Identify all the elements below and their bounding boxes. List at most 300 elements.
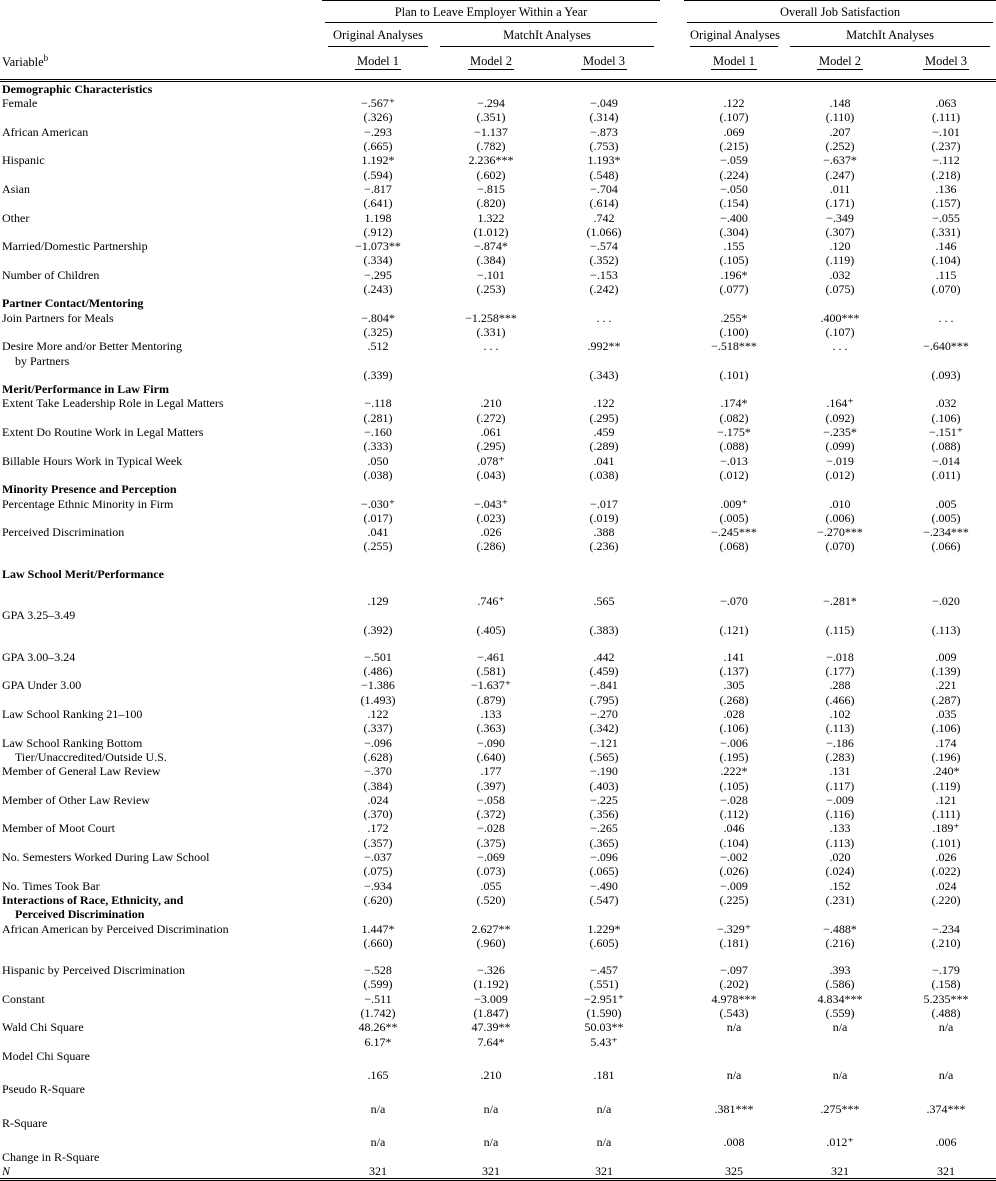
value-cell: 325 bbox=[725, 1163, 744, 1178]
value-cell: .400*** bbox=[820, 310, 860, 325]
value-cell: .172 bbox=[367, 821, 389, 836]
table-row bbox=[0, 1135, 996, 1149]
value-cell: (.215) bbox=[719, 139, 749, 154]
group-gap bbox=[660, 211, 684, 225]
value-cell: (.157) bbox=[931, 196, 961, 211]
value-cell bbox=[434, 296, 548, 310]
value-cell: −.043⁺ bbox=[473, 496, 509, 511]
value-cell: −.567⁺ bbox=[360, 96, 396, 111]
value-cell bbox=[434, 382, 548, 396]
value-cell: .009⁺ bbox=[720, 496, 748, 511]
value-cell: (.181) bbox=[719, 935, 749, 950]
value-cell: .288 bbox=[829, 678, 851, 693]
section-row bbox=[0, 907, 996, 921]
value-cell: .207 bbox=[829, 124, 851, 139]
value-cell: (.116) bbox=[825, 807, 855, 822]
value-cell: .010 bbox=[829, 496, 851, 511]
value-cell: −.037 bbox=[364, 850, 392, 865]
value-cell: (.405) bbox=[476, 622, 506, 637]
value-cell bbox=[684, 1035, 784, 1049]
value-cell: n/a bbox=[370, 1135, 386, 1150]
value-cell: −.637* bbox=[823, 153, 857, 168]
value-cell: .177 bbox=[480, 764, 502, 779]
value-cell: (.105) bbox=[719, 778, 749, 793]
group-gap bbox=[660, 821, 684, 835]
table-row bbox=[0, 1116, 996, 1130]
row-label: No. Semesters Worked During Law School bbox=[2, 850, 210, 865]
value-cell: −.059 bbox=[720, 153, 748, 168]
row-label: African American by Perceived Discrimination bbox=[2, 921, 229, 936]
value-cell: (.106) bbox=[931, 410, 961, 425]
value-cell: .148 bbox=[829, 96, 851, 111]
group-gap bbox=[660, 1, 684, 24]
value-cell: (.077) bbox=[719, 282, 749, 297]
group-gap bbox=[660, 468, 684, 482]
group-gap bbox=[660, 623, 684, 637]
value-cell: −.704 bbox=[590, 181, 618, 196]
value-cell: (.314) bbox=[589, 110, 619, 125]
value-cell: (.383) bbox=[589, 622, 619, 637]
group-gap bbox=[660, 368, 684, 382]
value-cell: .026 bbox=[935, 850, 957, 865]
group-gap bbox=[660, 807, 684, 821]
value-cell: 1.192* bbox=[361, 153, 395, 168]
value-cell: −.013 bbox=[720, 453, 748, 468]
value-cell: (.068) bbox=[719, 539, 749, 554]
value-cell bbox=[434, 1150, 548, 1164]
group-gap bbox=[660, 325, 684, 339]
row-label bbox=[0, 511, 322, 525]
value-cell: −.461 bbox=[477, 649, 505, 664]
table-row bbox=[0, 879, 996, 893]
value-cell: .459 bbox=[593, 425, 615, 440]
value-cell: .122 bbox=[367, 707, 389, 722]
value-cell bbox=[434, 907, 548, 921]
group-gap bbox=[660, 1035, 684, 1049]
value-cell bbox=[548, 1150, 660, 1164]
value-cell: (.073) bbox=[476, 864, 506, 879]
table-row bbox=[0, 539, 996, 553]
value-cell: (.375) bbox=[476, 835, 506, 850]
value-cell: . . . bbox=[832, 339, 848, 354]
value-cell: (.295) bbox=[589, 410, 619, 425]
table-row bbox=[0, 1035, 996, 1049]
value-cell: (.171) bbox=[825, 196, 855, 211]
table-row bbox=[0, 922, 996, 936]
value-cell: (.225) bbox=[719, 892, 749, 907]
value-cell: −.804* bbox=[361, 310, 395, 325]
value-cell: −.028 bbox=[720, 792, 748, 807]
row-label: Model Chi Square bbox=[2, 1048, 90, 1063]
group-gap bbox=[660, 1082, 684, 1096]
value-cell bbox=[322, 354, 434, 368]
value-cell: −.096 bbox=[364, 735, 392, 750]
value-cell bbox=[548, 382, 660, 396]
value-cell: .121 bbox=[935, 792, 957, 807]
table-row bbox=[0, 1150, 996, 1164]
value-cell: (.121) bbox=[719, 622, 749, 637]
group-gap bbox=[660, 721, 684, 735]
column-group-job-satisfaction bbox=[684, 1, 996, 24]
value-cell: .174 bbox=[935, 735, 957, 750]
value-cell bbox=[322, 567, 434, 581]
value-cell: −.281* bbox=[823, 593, 857, 608]
value-cell: (.912) bbox=[363, 224, 393, 239]
table-row bbox=[0, 196, 996, 210]
value-cell: −.235* bbox=[823, 425, 857, 440]
value-cell bbox=[784, 368, 896, 382]
value-cell: −.511 bbox=[364, 991, 392, 1006]
value-cell: 321 bbox=[595, 1163, 614, 1178]
group-gap bbox=[660, 567, 684, 581]
spacer-row bbox=[0, 581, 996, 594]
group-gap bbox=[660, 678, 684, 692]
group-gap bbox=[660, 454, 684, 468]
value-cell: n/a bbox=[726, 1020, 742, 1035]
table-row bbox=[0, 110, 996, 124]
value-cell: −.234*** bbox=[923, 525, 969, 540]
value-cell: 321 bbox=[937, 1163, 956, 1178]
model-1-right-header: Model 1 bbox=[711, 54, 757, 70]
value-cell: −.153 bbox=[590, 267, 618, 282]
value-cell: (.006) bbox=[825, 510, 855, 525]
section-label: Perceived Discrimination bbox=[15, 907, 145, 922]
value-cell: .992** bbox=[587, 339, 621, 354]
value-cell: 1.229* bbox=[587, 921, 621, 936]
value-cell bbox=[548, 296, 660, 310]
section-row bbox=[0, 80, 996, 96]
value-cell: (.119) bbox=[825, 253, 855, 268]
value-cell bbox=[784, 296, 896, 310]
value-cell: (1.847) bbox=[473, 1006, 509, 1020]
value-cell: (.117) bbox=[825, 778, 855, 793]
value-cell: (.594) bbox=[363, 167, 393, 182]
group-gap bbox=[660, 311, 684, 325]
value-cell: −3.009 bbox=[474, 991, 508, 1006]
variable-label: Variable bbox=[2, 55, 44, 70]
row-label bbox=[0, 325, 322, 339]
value-cell: .046 bbox=[723, 821, 745, 836]
variable-column-header bbox=[0, 47, 322, 81]
value-cell: (.088) bbox=[719, 439, 749, 454]
row-label: GPA Under 3.00 bbox=[2, 678, 82, 693]
group-gap bbox=[660, 1006, 684, 1020]
row-label bbox=[0, 196, 322, 210]
value-cell: −.179 bbox=[932, 963, 960, 978]
group-gap bbox=[660, 977, 684, 991]
section-label: Partner Contact/Mentoring bbox=[2, 296, 144, 311]
subgroup-title: MatchIt Analyses bbox=[790, 23, 990, 46]
group-title-left: Plan to Leave Employer Within a Year bbox=[325, 1, 657, 23]
value-cell: (.100) bbox=[719, 324, 749, 339]
value-cell: −.640*** bbox=[923, 339, 969, 354]
value-cell: .006 bbox=[935, 1135, 957, 1150]
value-cell: .512 bbox=[367, 339, 389, 354]
subgroup-title: Original Analyses bbox=[328, 23, 428, 46]
value-cell: 1.198 bbox=[364, 210, 392, 225]
value-cell: (.365) bbox=[589, 835, 619, 850]
subgroup-original-left bbox=[322, 23, 434, 46]
group-gap bbox=[660, 963, 684, 977]
value-cell bbox=[784, 482, 896, 496]
value-cell bbox=[896, 567, 996, 581]
value-cell: (.605) bbox=[589, 935, 619, 950]
value-cell bbox=[322, 1082, 434, 1096]
value-cell: .120 bbox=[829, 239, 851, 254]
group-gap bbox=[660, 750, 684, 764]
value-cell: (.218) bbox=[931, 167, 961, 182]
value-cell bbox=[896, 296, 996, 310]
group-gap bbox=[660, 1135, 684, 1149]
value-cell: .061 bbox=[480, 425, 502, 440]
group-gap bbox=[660, 1020, 684, 1034]
value-cell: .222* bbox=[720, 764, 748, 779]
value-cell: 5.43⁺ bbox=[590, 1034, 618, 1049]
value-cell: .210 bbox=[480, 396, 502, 411]
value-cell: (.024) bbox=[825, 864, 855, 879]
value-cell: .026 bbox=[480, 525, 502, 540]
value-cell: (.342) bbox=[589, 721, 619, 736]
model-2-left-header: Model 2 bbox=[468, 54, 514, 70]
value-cell: (.363) bbox=[476, 721, 506, 736]
table-row bbox=[0, 693, 996, 707]
model-3-right-header: Model 3 bbox=[923, 54, 969, 70]
value-cell: −.009 bbox=[826, 792, 854, 807]
value-cell: (.281) bbox=[363, 410, 393, 425]
value-cell: −.019 bbox=[826, 453, 854, 468]
value-cell: (.339) bbox=[363, 367, 393, 382]
table-row bbox=[0, 225, 996, 239]
section-label: Interactions of Race, Ethnicity, and bbox=[2, 892, 184, 907]
value-cell bbox=[684, 1116, 784, 1130]
table-row bbox=[0, 282, 996, 296]
value-cell: .174* bbox=[720, 396, 748, 411]
value-cell: (.043) bbox=[476, 467, 506, 482]
value-cell bbox=[784, 1049, 896, 1063]
value-cell: −.101 bbox=[932, 124, 960, 139]
value-cell: (.337) bbox=[363, 721, 393, 736]
value-cell: (.403) bbox=[589, 778, 619, 793]
value-cell: −.017 bbox=[590, 496, 618, 511]
value-cell bbox=[684, 1150, 784, 1164]
value-cell: .136 bbox=[935, 181, 957, 196]
value-cell: (.331) bbox=[931, 224, 961, 239]
value-cell bbox=[896, 907, 996, 921]
table-row bbox=[0, 139, 996, 153]
row-label: Asian bbox=[2, 181, 30, 196]
group-gap bbox=[660, 296, 684, 310]
value-cell: 321 bbox=[831, 1163, 850, 1178]
value-cell: (.111) bbox=[931, 807, 961, 822]
model-2-right-header: Model 2 bbox=[817, 54, 863, 70]
value-cell: (.177) bbox=[825, 664, 855, 679]
value-cell: n/a bbox=[596, 1101, 612, 1116]
value-cell: (.384) bbox=[476, 253, 506, 268]
section-label: Merit/Performance in Law Firm bbox=[2, 382, 169, 397]
value-cell: −.293 bbox=[364, 124, 392, 139]
row-label: Hispanic by Perceived Discrimination bbox=[2, 963, 185, 978]
table-row bbox=[0, 793, 996, 807]
table-row bbox=[0, 750, 996, 764]
value-cell: (.357) bbox=[363, 835, 393, 850]
table-row bbox=[0, 977, 996, 991]
value-cell: .155 bbox=[723, 239, 745, 254]
value-cell: (.158) bbox=[931, 977, 961, 992]
value-cell: .032 bbox=[829, 267, 851, 282]
value-cell: (.104) bbox=[719, 835, 749, 850]
table-row bbox=[0, 125, 996, 139]
value-cell: (.547) bbox=[589, 892, 619, 907]
value-cell: .221 bbox=[935, 678, 957, 693]
table-row bbox=[0, 623, 996, 637]
value-cell: (.253) bbox=[476, 282, 506, 297]
table-row bbox=[0, 525, 996, 539]
value-cell: 48.26** bbox=[358, 1020, 398, 1035]
row-label bbox=[0, 1068, 322, 1082]
value-cell: −.294 bbox=[477, 96, 505, 111]
value-cell: (.640) bbox=[476, 749, 506, 764]
group-gap bbox=[660, 608, 684, 622]
spacer-row bbox=[0, 554, 996, 567]
value-cell: .122 bbox=[723, 96, 745, 111]
table-row bbox=[0, 664, 996, 678]
value-cell: (.343) bbox=[589, 367, 619, 382]
value-cell: .129 bbox=[367, 593, 389, 608]
value-cell: (.628) bbox=[363, 749, 393, 764]
row-spacer bbox=[0, 581, 996, 594]
value-cell: −.101 bbox=[477, 267, 505, 282]
table-row bbox=[0, 1068, 996, 1082]
value-cell bbox=[322, 482, 434, 496]
row-label bbox=[0, 623, 322, 637]
value-cell: (.289) bbox=[589, 439, 619, 454]
row-label: Change in R-Square bbox=[2, 1149, 100, 1164]
value-cell: −.009 bbox=[720, 878, 748, 893]
value-cell: n/a bbox=[938, 1068, 954, 1083]
value-cell: (.038) bbox=[363, 467, 393, 482]
header-empty-cell bbox=[0, 23, 322, 46]
model-header-cell bbox=[684, 47, 784, 81]
model-header-cell bbox=[548, 47, 660, 81]
row-label: Constant bbox=[2, 991, 45, 1006]
value-cell: (.038) bbox=[589, 467, 619, 482]
value-cell: (.351) bbox=[476, 110, 506, 125]
group-gap bbox=[660, 539, 684, 553]
group-gap bbox=[660, 225, 684, 239]
group-gap bbox=[660, 253, 684, 267]
value-cell: −.175* bbox=[717, 425, 751, 440]
group-gap bbox=[660, 80, 684, 96]
value-cell: (.466) bbox=[825, 692, 855, 707]
value-cell: .050 bbox=[367, 453, 389, 468]
value-cell: (.137) bbox=[719, 664, 749, 679]
value-cell bbox=[684, 608, 784, 622]
table-row bbox=[0, 425, 996, 439]
row-label bbox=[0, 693, 322, 707]
group-gap bbox=[660, 23, 684, 46]
value-cell: −.815 bbox=[477, 181, 505, 196]
value-cell: (.559) bbox=[825, 1006, 855, 1020]
value-cell: . . . bbox=[938, 310, 954, 325]
value-cell: (.325) bbox=[363, 324, 393, 339]
value-cell: (.236) bbox=[589, 539, 619, 554]
table-row bbox=[0, 439, 996, 453]
group-gap bbox=[660, 525, 684, 539]
row-label bbox=[0, 1135, 322, 1149]
value-cell: n/a bbox=[832, 1068, 848, 1083]
value-cell: −.055 bbox=[932, 210, 960, 225]
table-row bbox=[0, 511, 996, 525]
value-cell: −.030⁺ bbox=[360, 496, 396, 511]
value-cell: −.225 bbox=[590, 792, 618, 807]
value-cell: (.202) bbox=[719, 977, 749, 992]
group-gap bbox=[660, 693, 684, 707]
value-cell: −1.137 bbox=[474, 124, 508, 139]
value-cell: (.105) bbox=[719, 253, 749, 268]
group-gap bbox=[660, 922, 684, 936]
value-cell: −.457 bbox=[590, 963, 618, 978]
value-cell: (.599) bbox=[363, 977, 393, 992]
row-spacer bbox=[0, 554, 996, 567]
value-cell: −.018 bbox=[826, 649, 854, 664]
row-spacer bbox=[0, 637, 996, 650]
value-cell bbox=[434, 482, 548, 496]
table-row bbox=[0, 650, 996, 664]
model-header-cell bbox=[322, 47, 434, 81]
model-header-cell bbox=[896, 47, 996, 81]
value-cell: −1.258*** bbox=[465, 310, 517, 325]
table-row bbox=[0, 864, 996, 878]
group-gap bbox=[660, 268, 684, 282]
table-row bbox=[0, 497, 996, 511]
value-cell bbox=[548, 80, 660, 96]
value-cell: −.817 bbox=[364, 181, 392, 196]
value-cell: .024 bbox=[935, 878, 957, 893]
value-cell: .078⁺ bbox=[477, 453, 505, 468]
group-gap bbox=[660, 239, 684, 253]
row-label bbox=[0, 282, 322, 296]
value-cell: −.873 bbox=[590, 124, 618, 139]
value-cell: (.795) bbox=[589, 692, 619, 707]
value-cell bbox=[784, 80, 896, 96]
row-label bbox=[0, 864, 322, 878]
value-cell bbox=[322, 1116, 434, 1130]
value-cell bbox=[784, 1116, 896, 1130]
row-label: R-Square bbox=[2, 1116, 48, 1131]
table-row bbox=[0, 354, 996, 368]
row-label bbox=[0, 664, 322, 678]
value-cell: (.107) bbox=[825, 324, 855, 339]
value-cell: .102 bbox=[829, 707, 851, 722]
table-row bbox=[0, 153, 996, 167]
value-cell: (1.742) bbox=[360, 1006, 396, 1020]
value-cell: −1.073** bbox=[355, 239, 401, 254]
value-cell: (.005) bbox=[931, 510, 961, 525]
group-gap bbox=[660, 282, 684, 296]
group-gap bbox=[660, 779, 684, 793]
value-cell: (.565) bbox=[589, 749, 619, 764]
group-gap bbox=[660, 182, 684, 196]
value-cell: −1.637⁺ bbox=[470, 678, 512, 693]
group-gap bbox=[660, 396, 684, 410]
table-row bbox=[0, 325, 996, 339]
value-cell: . . . bbox=[596, 310, 612, 325]
group-gap bbox=[660, 110, 684, 124]
table-row bbox=[0, 339, 996, 353]
value-cell: −.006 bbox=[720, 735, 748, 750]
group-gap bbox=[660, 1049, 684, 1063]
value-cell bbox=[896, 325, 996, 339]
